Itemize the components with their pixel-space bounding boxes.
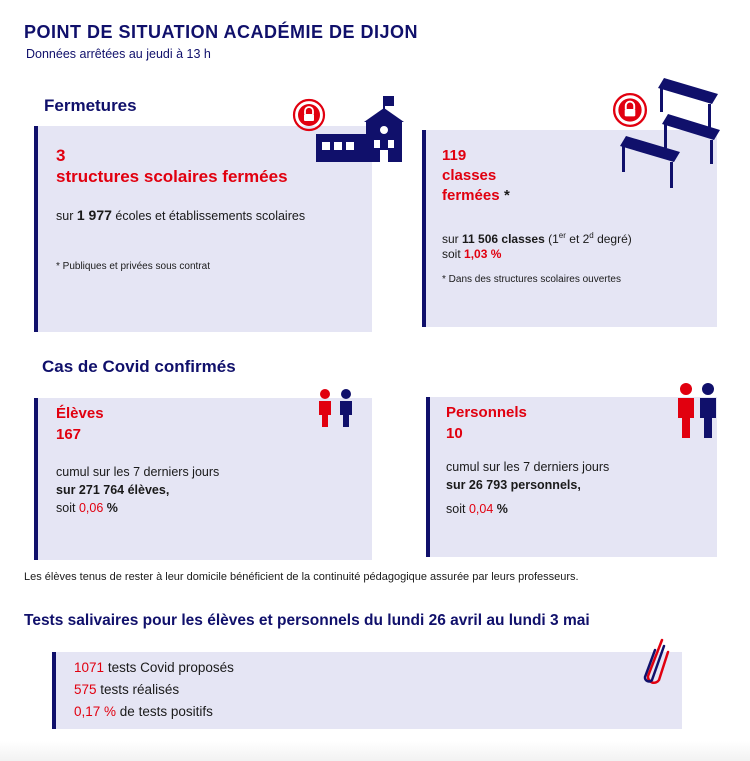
classes-total: 11 506 classes — [462, 232, 545, 246]
tests-line — [74, 657, 234, 679]
classes-label-2: fermées — [442, 187, 500, 204]
desk-icon — [620, 76, 720, 194]
personnels-percent-sign: % — [496, 502, 508, 516]
card-accent-bar — [422, 130, 426, 327]
personnels-card — [426, 397, 717, 557]
card-accent-bar — [52, 652, 56, 729]
tests-proposes-value: 1071 — [74, 660, 105, 675]
classes-label-1: classes — [442, 167, 497, 184]
structures-note: * Publiques et privées sous contrat — [56, 261, 210, 272]
classes-degree-mid: et 2 — [569, 232, 590, 246]
classes-count: 119 — [442, 147, 467, 164]
classes-sur: sur — [442, 232, 459, 246]
tests-realises-text: tests réalisés — [100, 682, 180, 697]
personnels-soit: soit — [446, 502, 466, 516]
personnels-count: 10 — [446, 425, 463, 442]
card-accent-bar — [34, 126, 38, 332]
classes-percent-line — [442, 245, 501, 264]
tests-card — [52, 652, 682, 729]
classes-degree-close: degré) — [597, 232, 632, 246]
structures-label: structures scolaires fermées — [56, 167, 288, 186]
eleves-label: Élèves — [56, 405, 104, 422]
continuity-note: Les élèves tenus de rester à leur domicile bénéficient de la continuité pédagogique assurée par leurs professeurs. — [24, 571, 579, 583]
classes-sup2: d — [589, 231, 594, 240]
card-accent-bar — [34, 398, 38, 560]
tests-proposes-text: tests Covid proposés — [107, 660, 234, 675]
eleves-count: 167 — [56, 426, 82, 443]
structures-total: 1 977 — [76, 207, 112, 223]
paperclip-icon — [640, 636, 672, 692]
classes-sup1: er — [558, 231, 566, 240]
classes-degree-open: (1 — [548, 232, 559, 246]
student-icon — [316, 388, 356, 428]
school-icon — [312, 92, 404, 162]
personnels-percent: 0,04 — [468, 502, 494, 516]
tests-line — [74, 679, 179, 701]
person-icon — [676, 382, 718, 438]
personnels-cumul: cumul sur les 7 derniers jours — [446, 460, 610, 474]
classes-asterisk: * — [504, 187, 510, 204]
tests-realises-value: 575 — [74, 682, 97, 697]
tests-heading: Tests salivaires pour les élèves et personnels du lundi 26 avril au lundi 3 mai — [24, 612, 590, 629]
tests-positifs-text: de tests positifs — [119, 704, 213, 719]
eleves-percent-sign: % — [106, 501, 118, 515]
classes-soit: soit — [442, 247, 461, 261]
footer-strip — [0, 741, 750, 761]
personnels-label: Personnels — [446, 404, 527, 421]
page-subtitle: Données arrêtées au jeudi à 13 h — [26, 47, 211, 61]
personnels-percent-line — [446, 500, 508, 519]
eleves-sur: sur 271 764 élèves, — [56, 483, 170, 497]
classes-label-2-line — [442, 186, 510, 206]
eleves-cumul: cumul sur les 7 derniers jours — [56, 465, 220, 479]
structures-sur: sur — [56, 209, 74, 223]
page-title: POINT DE SITUATION ACADÉMIE DE DIJON — [24, 22, 419, 42]
eleves-percent: 0,06 — [78, 501, 104, 515]
card-accent-bar — [426, 397, 430, 557]
eleves-percent-line — [56, 499, 118, 518]
classes-note: * Dans des structures scolaires ouvertes — [442, 274, 621, 285]
covid-heading: Cas de Covid confirmés — [42, 357, 236, 376]
tests-line — [74, 701, 213, 723]
classes-percent: 1,03 % — [464, 247, 502, 261]
eleves-soit: soit — [56, 501, 76, 515]
structures-total-line — [56, 206, 305, 226]
fermetures-heading: Fermetures — [44, 96, 137, 115]
structures-count: 3 — [56, 146, 66, 165]
structures-total-suffix: écoles et établissements scolaires — [115, 209, 306, 223]
tests-positifs-value: 0,17 % — [74, 704, 117, 719]
personnels-sur: sur 26 793 personnels, — [446, 478, 581, 492]
